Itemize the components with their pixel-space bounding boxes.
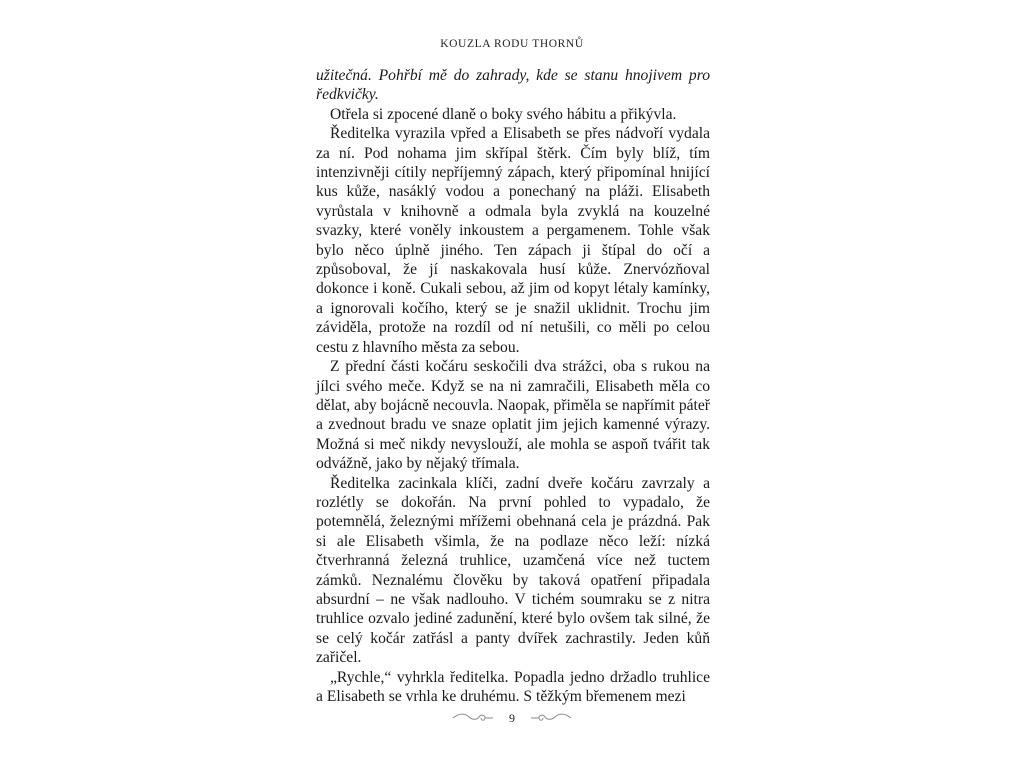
ornament-left-icon (451, 711, 495, 725)
paragraph: Ředitelka vyrazila vpřed a Elisabeth se přes nádvoří vydala za ní. Pod nohama jim skřípal štěrk. Čím byly blíž, tím intenzivněji cítily nepříjemný zápach, který připomínal hnijící kus kůže, nasáklý vodou a ponechaný na pláži. Elisabeth vyrůstala v knihovně a odmala byla zvyklá na kouzelné svazky, které voněly inkoustem a pergamenem. Tohle však bylo něco úplně jiného. Ten zápach ji štípal do očí a způsoboval, že jí naskakovala husí kůže. Znervózňoval dokonce i koně. Cukali sebou, až jim od kopyt létaly kamínky, a ignorovali kočího, který se je snažil uklidnit. Trochu jim záviděla, protože na rozdíl od ní netušili, co měli po celou cestu z hlavního města za sebou. (316, 125, 710, 356)
paragraph: „Rychle,“ vyhrkla ředitelka. Popadla jedno držadlo truhlice a Elisabeth se vrhla ke druhému. S těžkým břemenem mezi (316, 668, 710, 705)
ornament-right-icon (529, 711, 573, 725)
running-head: KOUZLA RODU THORNŮ (440, 38, 584, 50)
body-text (316, 66, 710, 706)
paragraph: Ředitelka zacinkala klíči, zadní dveře kočáru zavrzaly a rozlétly se dokořán. Na první pohled to vypadalo, že potemnělá, železnými mřížemi obehnaná cela je prázdná. Pak si ale Elisabeth všimla, že na podlaze něco leží: nízká čtverhranná železná truhlice, uzamčená více než tuctem zámků. Neznalému člověku by taková opatření připadala absurdní – ne však nadlouho. V tichém soumraku se z nitra truhlice ozvalo jediné zadunění, které bylo ovšem tak silné, že se celý kočár zatřásl a panty dvířek zachrastily. Jeden kůň zařičel. (316, 474, 710, 667)
folio (0, 708, 1024, 728)
page-number: 9 (509, 710, 515, 725)
paragraph: Z přední části kočáru seskočili dva strážci, oba s rukou na jílci svého meče. Když se na ni zamračili, Elisabeth měla co dělat, aby bojácně necouvla. Naopak, přiměla se napřímit páteř a zvednout bradu ve snaze oplatit jim jejich kamenné výrazy. Možná si meč nikdy nevyslouží, ale mohla se aspoň tvářit tak odvážně, jako by nějaký třímala. (316, 358, 710, 473)
paragraph: Otřela si zpocené dlaně o boky svého hábitu a přikývla. (330, 105, 677, 123)
paragraph: užitečná. Pohřbí mě do zahrady, kde se stanu hnojivem pro ředkvičky. (316, 67, 710, 104)
